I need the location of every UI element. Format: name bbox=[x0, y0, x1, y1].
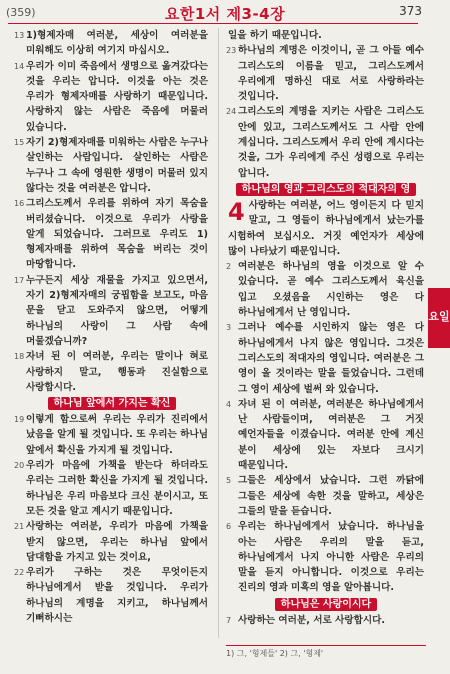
verse-14: 14 우리가 이미 죽음에서 생명으로 옮겨갔다는 것을 우리는 압니다. 이것을 아는 것은 우리가 형제자매를 사랑하기 때문입니다. 사랑하지 않는 사람은 죽음에 머물러 있습니다. bbox=[14, 60, 208, 133]
header-rule bbox=[8, 23, 418, 24]
chapter-4-start bbox=[228, 198, 424, 259]
verse-15: 15 자기 2)형제자매를 미워하는 사람은 누구나 살인하는 사람입니다. 살인하는 사람은 누구나 그 속에 영원한 생명이 머물러 있지 않다는 것을 여러분은 압니다. bbox=[14, 137, 208, 194]
verse-4-4: 4 자녀 된 이 여러분, 여러분은 하나님에게서 난 사람들이며, 여러분은 그 거짓 예언자들을 이겼습니다. 여러분 안에 계신 분이 세상에 있는 자보다 크시기 때문입니다. bbox=[226, 398, 424, 472]
left-column bbox=[16, 28, 208, 626]
verse-4-1: 사랑하는 여러분, 어느 영이든지 다 믿지 말고, 그 영들이 하나님에게서 났는가를 시험하여 보십시오. 거짓 예언자가 세상에 많이 나타났기 때문입니다. bbox=[228, 199, 424, 257]
verse-21: 21 사랑하는 여러분, 우리가 마음에 가책을 받지 않으면, 우리는 하나님 앞에서 담대함을 가지고 있는 것이요, bbox=[14, 521, 208, 563]
verse-19: 19 이렇게 함으로써 우리는 우리가 진리에서 났음을 알게 될 것입니다. 또 우리는 하나님 앞에서 확신을 가지게 될 것입니다. bbox=[14, 414, 208, 456]
verse-4-5: 5 그들은 세상에서 났습니다. 그런 까닭에 그들은 세상에 속한 것을 말하고, 세상은 그들의 말을 듣습니다. bbox=[226, 475, 424, 517]
verse-4-6: 6 우리는 하나님에게서 났습니다. 하나님을 아는 사람은 우리의 말을 듣고, 하나님에게서 나지 아니한 사람은 우리의 말을 듣지 아니합니다. 이것으로 우리는 진리의 영과 미혹의 영을 알아봅니다. bbox=[226, 521, 424, 594]
verse-4-7: 7 사랑하는 여러분, 서로 사랑합시다. bbox=[226, 614, 386, 626]
verse-20: 20 우리가 마음에 가책을 받는다 하더라도 우리는 그러한 확신을 가지게 될 것입니다. 하나님은 우리 마음보다 크신 분이시고, 또 모든 것을 알고 계시기 때문입니다. bbox=[14, 460, 208, 517]
verse-18: 18 자녀 된 이 여러분, 우리는 말이나 혀로 사랑하지 말고, 행동과 진실함으로 사랑합시다. bbox=[14, 351, 208, 393]
verse-22: 22 우리가 구하는 것은 무엇이든지 하나님에게서 받을 것입니다. 우리가 하나님의 계명을 지키고, 하나님께서 기뻐하시는 bbox=[14, 567, 208, 624]
page-title: 요한1서 제3-4장 bbox=[164, 5, 286, 23]
page-number: 373 bbox=[399, 4, 422, 18]
verse-4-3: 3 그러나 예수를 시인하지 않는 영은 다 하나님에게서 나지 않은 영입니다. 그것은 그리스도의 적대자의 영입니다. 여러분은 그 영이 올 것이라는 말을 들었습니다. 그런데 그 영이 세상에 벌써 와 있습니다. bbox=[226, 322, 424, 395]
verse-17: 17 누구든지 세상 재물을 가지고 있으면서, 자기 2)형제자매의 궁핍함을 보고도, 마음 문을 닫고 도와주지 않으면, 어떻게 하나님의 사랑이 그 사람 속에 머물겠습니까? bbox=[14, 274, 208, 347]
verse-23: 23 하나님의 계명은 이것이니, 곧 그 아들 예수 그리스도의 이름을 믿고, 그리스도께서 우리에게 명하신 대로 서로 사랑하라는 것입니다. bbox=[226, 45, 424, 103]
section-heading-love: 하나님은 사랑이시다 bbox=[228, 597, 424, 612]
verse-13: 13 1)형제자매 여러분, 세상이 여러분을 미워해도 이상히 여기지 마십시오. bbox=[14, 30, 208, 57]
section-heading-spirits: 하나님의 영과 그리스도의 적대자의 영 bbox=[228, 182, 424, 197]
section-heading-assurance: 하나님 앞에서 가지는 확신 bbox=[16, 396, 208, 411]
verse-4-2: 2 여러분은 하나님의 영을 이것으로 알 수 있습니다. 곧 예수 그리스도께서 육신을 입고 오셨음을 시인하는 영은 다 하나님에게서 난 영입니다. bbox=[226, 261, 424, 319]
book-index-tab[interactable]: 요일 bbox=[428, 288, 450, 348]
page-header bbox=[0, 0, 450, 24]
chapter-number: 4 bbox=[228, 197, 245, 226]
verse-22-cont: 일을 하기 때문입니다. bbox=[228, 30, 322, 41]
footnote: 1) 그, '형제들' 2) 그, '형제' bbox=[226, 645, 426, 666]
page-ref-left: (359) bbox=[6, 6, 36, 19]
verse-16: 16 그리스도께서 우리를 위하여 자기 목숨을 버리셨습니다. 이것으로 우리가 사랑을 알게 되었습니다. 그러므로 우리도 1)형제자매를 위하여 목숨을 버리는 것이 마땅합니다. bbox=[14, 198, 208, 271]
right-column bbox=[228, 28, 424, 628]
verse-24: 24 그리스도의 계명을 지키는 사람은 그리스도 안에 있고, 그리스도께서도 그 사람 안에 계십니다. 그리스도께서 우리 안에 계시다는 것을, 그가 우리에게 주신 성령으로 우리는 압니다. bbox=[226, 106, 424, 179]
column-divider bbox=[218, 28, 219, 638]
